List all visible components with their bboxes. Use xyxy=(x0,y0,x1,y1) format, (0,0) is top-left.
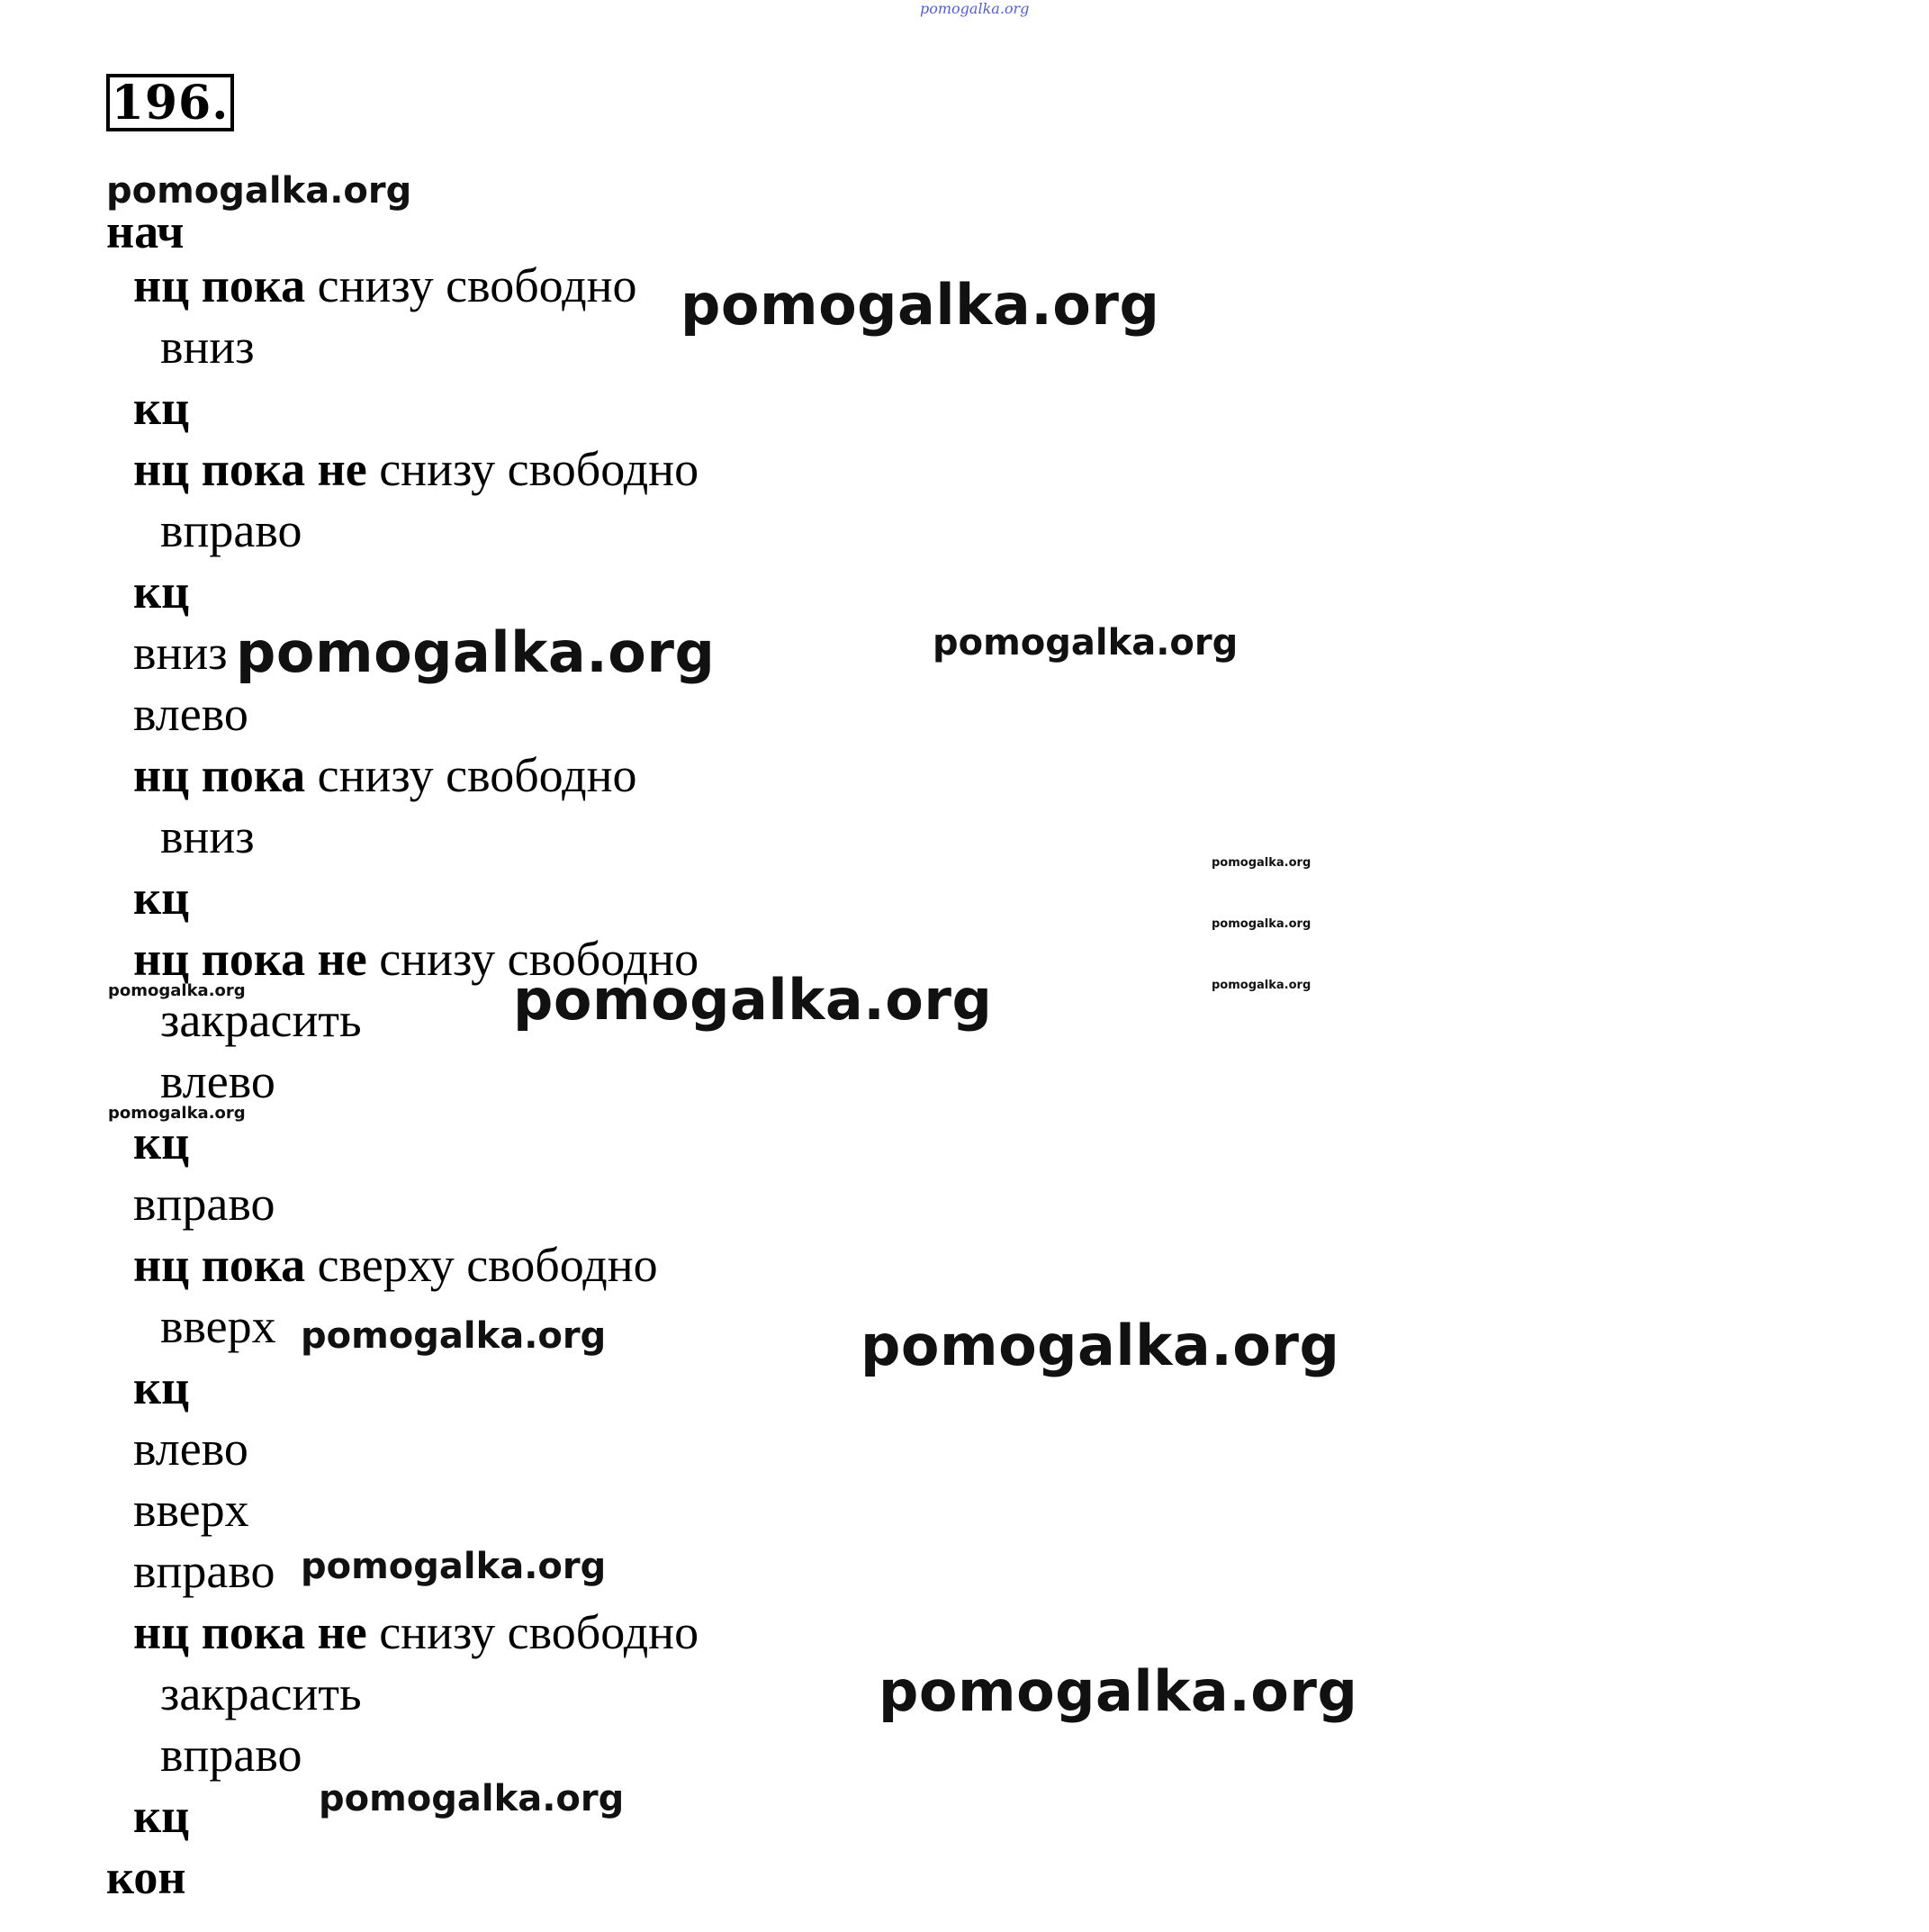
code-line xyxy=(160,1728,302,1782)
code-text: вниз xyxy=(160,320,255,374)
code-text: закрасить xyxy=(160,1666,362,1720)
code-text: влево xyxy=(133,687,248,741)
code-keyword: кон xyxy=(106,1850,186,1904)
watermark: pomogalka.org xyxy=(108,981,246,1000)
code-line xyxy=(133,442,699,496)
watermark: pomogalka.org xyxy=(879,1658,1358,1724)
watermark: pomogalka.org xyxy=(513,967,993,1033)
code-keyword: нач xyxy=(106,204,185,258)
code-text: вверх xyxy=(160,1299,276,1353)
code-line xyxy=(133,1360,190,1414)
code-text: снизу свободно xyxy=(379,1605,699,1659)
code-line xyxy=(133,1238,658,1292)
code-keyword: кц xyxy=(133,1789,190,1843)
code-keyword: нц пока не xyxy=(133,442,380,496)
code-line xyxy=(106,204,185,258)
code-text: вниз xyxy=(160,809,255,863)
code-keyword: нц пока xyxy=(133,748,318,802)
code-keyword: нц пока xyxy=(133,1238,318,1292)
code-line xyxy=(106,1850,186,1904)
code-line xyxy=(133,564,190,618)
watermark: pomogalka.org xyxy=(1285,1025,1385,1039)
code-line xyxy=(160,1299,276,1353)
code-keyword: кц xyxy=(133,1115,190,1169)
code-keyword: нц пока xyxy=(133,258,318,312)
watermark: pomogalka.org xyxy=(1212,917,1312,931)
code-text: влево xyxy=(133,1422,248,1476)
code-line xyxy=(160,1666,362,1720)
code-line xyxy=(133,381,190,435)
code-line xyxy=(133,687,248,741)
code-keyword: кц xyxy=(133,564,190,618)
code-text: вниз xyxy=(133,626,228,680)
code-line xyxy=(133,626,228,680)
code-line xyxy=(133,1789,190,1843)
code-line xyxy=(133,871,190,925)
watermark: pomogalka.org xyxy=(319,1778,625,1819)
code-text: снизу свободно xyxy=(379,442,699,496)
code-text: вправо xyxy=(133,1544,275,1598)
code-text: снизу свободно xyxy=(317,748,637,802)
watermark: pomogalka.org xyxy=(1212,979,1312,992)
code-line xyxy=(160,993,362,1047)
code-text: вправо xyxy=(133,1177,275,1231)
code-text: вправо xyxy=(160,503,302,557)
code-line xyxy=(133,1483,249,1537)
watermark: pomogalka.org xyxy=(108,1104,246,1123)
code-keyword: нц пока не xyxy=(133,1605,380,1659)
watermark: pomogalka.org xyxy=(106,170,412,212)
watermark: pomogalka.org xyxy=(933,622,1239,664)
watermark: pomogalka.org xyxy=(861,1313,1340,1378)
code-keyword: кц xyxy=(133,1360,190,1414)
code-line xyxy=(133,1544,275,1598)
watermark: pomogalka.org xyxy=(1212,856,1312,870)
code-text: закрасить xyxy=(160,993,362,1047)
code-keyword: кц xyxy=(133,871,190,925)
watermark: pomogalka.org xyxy=(301,1546,607,1587)
code-text: вправо xyxy=(160,1728,302,1782)
code-keyword: нц пока не xyxy=(133,932,380,986)
code-text: вверх xyxy=(133,1483,249,1537)
code-line xyxy=(133,748,637,802)
code-line xyxy=(160,1054,275,1108)
watermark: pomogalka.org xyxy=(681,272,1160,338)
code-text: снизу свободно xyxy=(317,258,637,312)
code-text: снизу свободно xyxy=(379,932,699,986)
code-line xyxy=(160,809,255,863)
code-line xyxy=(160,320,255,374)
code-line xyxy=(133,1115,190,1169)
code-keyword: кц xyxy=(133,381,190,435)
code-line xyxy=(133,258,637,312)
code-line xyxy=(133,1605,699,1659)
code-line xyxy=(133,1177,275,1231)
task-number: 196. xyxy=(106,74,234,131)
top-watermark: pomogalka.org xyxy=(920,0,1030,17)
code-text: сверху свободно xyxy=(317,1238,658,1292)
code-line xyxy=(160,503,302,557)
code-line xyxy=(133,1422,248,1476)
watermark: pomogalka.org xyxy=(301,1315,607,1357)
watermark: pomogalka.org xyxy=(236,619,716,685)
code-text: влево xyxy=(160,1054,275,1108)
